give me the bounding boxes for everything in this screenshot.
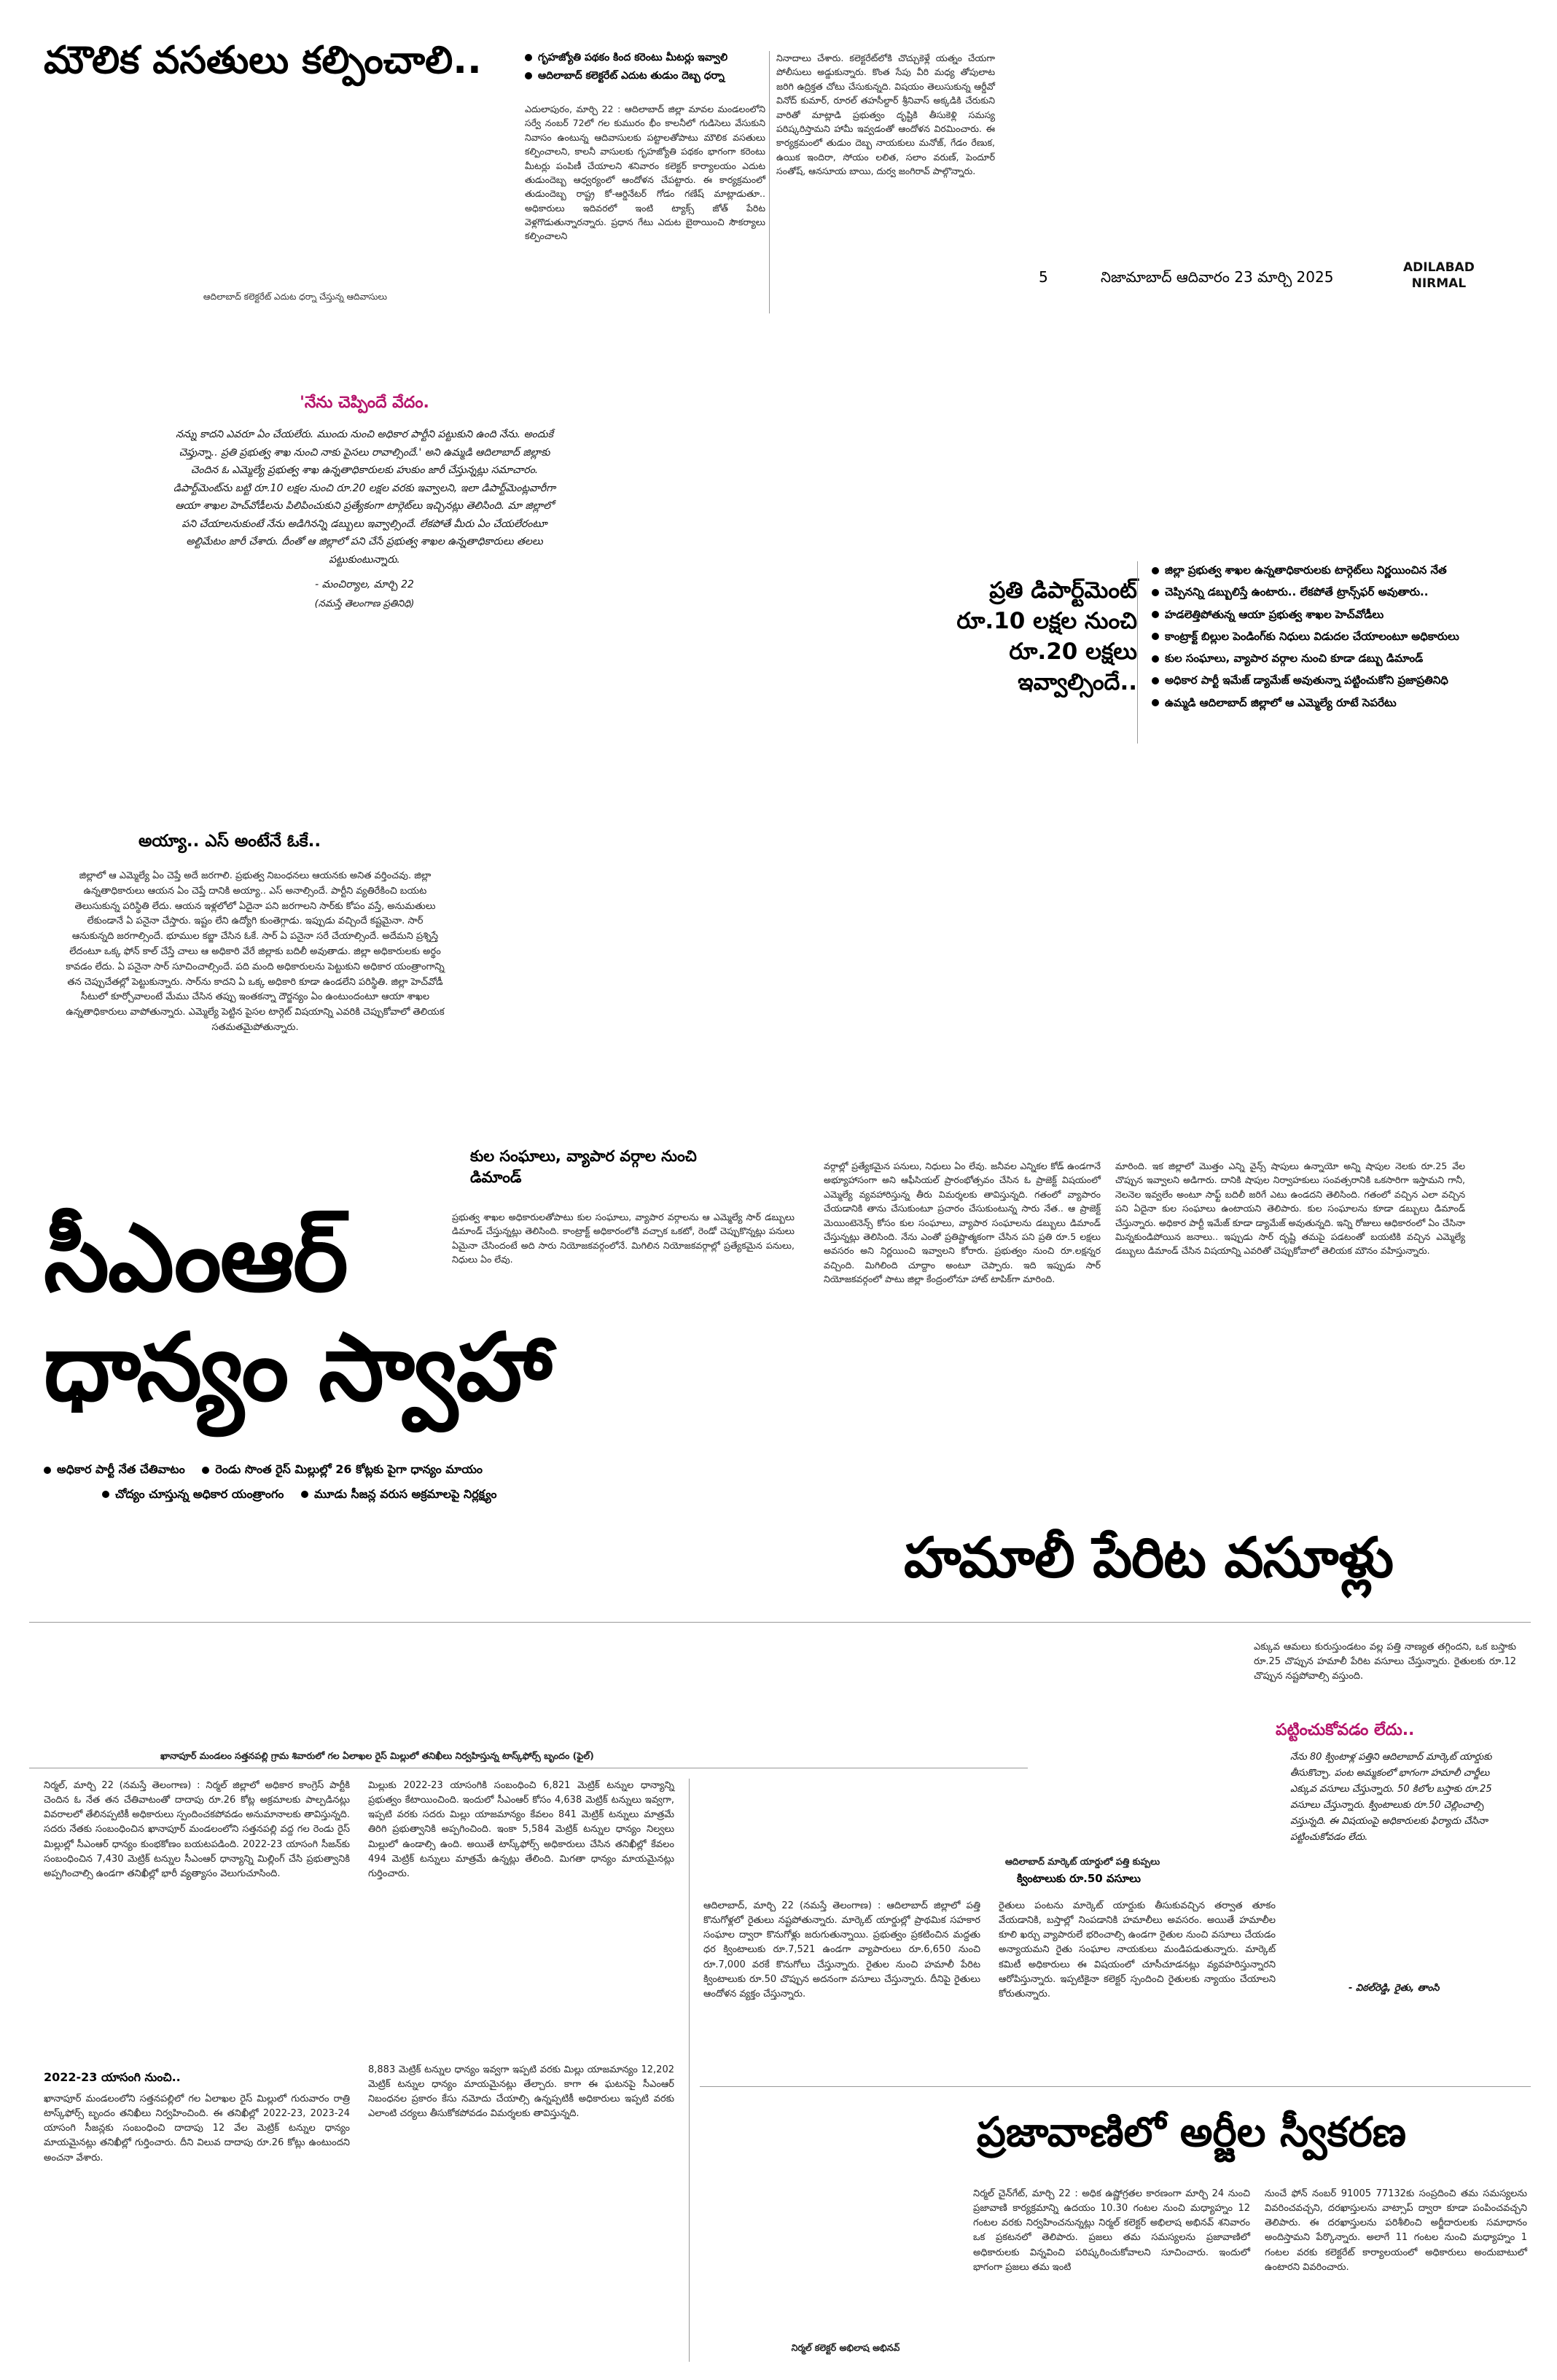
- dept-bullets: [1152, 563, 1531, 717]
- hamali-col3-top: ఎక్కువ ఆమలు కురుస్తుండటం వల్ల పత్తి నాణ్యత తగ్గిందని, ఒక బస్తాకు రూ.25 చొప్పున హమాలీ పేరిట వసూలు చేస్తున్నారు. రైతులకు రూ.12 చొప్పున నష్టపోవాల్సి వస్తుంది.: [1254, 1642, 1516, 1682]
- ayya-headline: అయ్యా.. ఎస్ అంటేనే ఓకే..: [138, 832, 321, 851]
- bullet-icon: [1152, 589, 1159, 596]
- kula-col3: మారింది. ఇక జిల్లాలో మొత్తం ఎన్ని వైన్స్ షాపులు ఉన్నాయో అన్ని షాపుల నెలకు రూ.25 వేల చొప్పున ఇవ్వాలని అడిగారు. దానికి షాపుల నిర్వాహకులు సంవత్సరానికి ఒకసారిగా ఇస్తామని గానీ, నెలనెల ఇవ్వలేం అంటూ సాఫ్ట్ బదిలీ జరిగే ఎటు ఉండదని తెలిసింది. గతంలో వచ్చిన ఎలా వచ్చిన పని ఏదైనా కుల సంఘాలు ఉంటాయని తెలిపారు. కుల సంఘాలను కూడా డబ్బులు డిమాండ్ చేస్తున్నారు. అధికార పార్టీ ఇమేజ్ కూడా డ్యామేజ్ అవుతున్నది. ఇన్ని రోజులు ఆధికారంలో ఏం చేసినా మిన్నకుండిపోయిన జనాలు.. ఇప్పుడు సార్ దృష్టి తమపై పడటంతో బయటికి వచ్చిన ఎమ్మెల్యే డబ్బులు డిమాండ్ చేసిన విషయాన్ని ఎవరితో చెప్పుకోవాలో తెలియక మౌనం వహిస్తున్నారు.: [1115, 1160, 1465, 1257]
- cmr-col1: నిర్మల్, మార్చి 22 (నమస్తే తెలంగాణ) : నిర్మల్ జిల్లాలో అధికార కాంగ్రెస్ పార్టీకి చెందిన ఓ నేత తన చేతివాటంతో దాదాపు రూ.26 కోట్ల అక్రమాలకు పాల్పడినట్లు వివరాలలో తేలినప్పటికీ అధికారులు స్పందించకపోవడం అనుమానాలకు తావిస్తున్నది. సదరు నేతకు సంబంధించిన ఖానాపూర్ మండలంలోని సత్తనపల్లి వద్ద గల రెండు రైస్ మిల్లుల్లో సీఎంఆర్ ధాన్యం కుంభకోణం బయటపడింది. 2022-23 యాసంగి సీజన్‌కు సంబంధించిన 7,430 మెట్రిక్ టన్నుల సీఎంఆర్ ధాన్యాన్ని మిల్లింగ్ చేసి ప్రభుత్వానికి అప్పగించాల్సి ఉండగా తనిఖీల్లో భారీ వ్యత్యాసం వెలుగుచూసింది.: [44, 1780, 350, 1879]
- bullet-icon: [1152, 633, 1159, 640]
- hamali-col2: రైతులు పంటను మార్కెట్ యార్డుకు తీసుకువచ్చిన తర్వాత తూకం వేయడానికి, బస్తాల్లో నింపడానికి హమాలీలు అవసరం. అయితే హమాలీల కూలి ఖర్చు వ్యాపారులే భరించాల్సి ఉండగా రైతుల నుంచి వసూలు చేయడం అన్యాయమని రైతు సంఘాల నాయకులు మండిపడుతున్నారు. మార్కెట్ కమిటీ అధికారులు ఈ విషయంలో చూసీచూడనట్లు వ్యవహరిస్తున్నారని ఆరోపిస్తున్నారు. ఇప్పటికైనా కలెక్టర్ స్పందించి రైతులకు న్యాయం చేయాలని కోరుతున్నారు.: [999, 1900, 1276, 1999]
- bullet-icon: [525, 54, 532, 61]
- cmr-bullets: [44, 1462, 773, 1502]
- cmr-col2: మిల్లుకు 2022-23 యాసంగికి సంబంధించి 6,821 మెట్రిక్ టన్నుల ధాన్యాన్ని ప్రభుత్వం కేటాయించింది. ఇందులో సీఎంఆర్ కోసం 4,638 మెట్రిక్ టన్నులు ఇవ్వగా, ఇప్పటి వరకు సదరు మిల్లు యాజమాన్యం కేవలం 841 మెట్రిక్ టన్నులు మాత్రమే తిరిగి ప్రభుత్వానికి అప్పగించింది. ఇంకా 5,584 మెట్రిక్ టన్నుల ధాన్యం నిల్వలు మిల్లులో ఉండాల్సి ఉంది. అయితే టాస్క్‌ఫోర్స్ అధికారులు చేసిన తనిఖీల్లో కేవలం 494 మెట్రిక్ టన్నులు మాత్రమే ఉన్నట్లు తేలింది. మిగతా ధాన్యం మాయమైనట్లు గుర్తించారు.: [368, 1780, 674, 1879]
- dept-headline: ప్రతి డిపార్ట్‌మెంట్ రూ.10 లక్షల నుంచి రూ.20 లక్షలు ఇవ్వాల్సిందే..: [956, 577, 1137, 695]
- hamali-photo-caption: ఆదిలాబాద్ మార్కెట్ యార్డులో పత్తి కుప్పలు: [1004, 1856, 1160, 1867]
- story1-col2: నినాదాలు చేశారు. కలెక్టరేట్‌లోకి చొచ్చుకెళ్లే యత్నం చేయగా పోలీసులు అడ్డుకున్నారు. కొంత సేపు వీరి మధ్య తోపులాట జరిగి ఉద్రిక్తత చోటు చేసుకున్నది. విషయం తెలుసుకున్న ఆర్డీవో వినోద్ కుమార్, రూరల్ తహసీల్దార్ శ్రీనివాస్ అక్కడికి చేరుకుని వారితో మాట్లాడి ప్రభుత్వం దృష్టికి తీసుకెళ్లి సమస్య పరిష్కరిస్తామని హామీ ఇవ్వడంతో ఆందోళన విరమించారు. ఈ కార్యక్రమంలో తుడుం దెబ్బ నాయకులు మనోజ్, గేడం రేణుక, ఉయిక ఇందిరా, సోయం లలిత, సలాం వరుణ్, పెందూర్ సంతోష్, ఆనసూయ బాయి, దుర్వ జంగిరావ్ పాల్గొన్నారు.: [776, 52, 995, 176]
- hamali-headline: హమాలీ పేరిట వసూళ్లు: [904, 1525, 1394, 1590]
- story1-bullet: గృహజ్యోతి పథకం కింద కరెంటు మీటర్లు ఇవ్వాలి: [538, 52, 728, 63]
- story1-photo-caption: ఆదిలాబాద్ కలెక్టరేట్ ఎదుట ధర్నా చేస్తున్న ఆదివాసులు: [203, 292, 388, 302]
- cmr-photo-caption: ఖానాపూర్ మండలం సత్తనపల్లి గ్రామ శివారులో గల ఏలాఖల రైస్ మిల్లులో తనిఖీలు నిర్వహిస్తున్న టాస్క్‌ఫోర్స్ బృందం (ఫైల్): [160, 1750, 594, 1761]
- pattincho-headline: పట్టించుకోవడం లేదు..: [1276, 1721, 1415, 1739]
- section-divider: [29, 1622, 1531, 1623]
- quote-box: [168, 394, 561, 612]
- bullet-icon: [44, 1467, 51, 1474]
- bullet-icon: [301, 1491, 308, 1498]
- cmr-headline-line2: ధాన్యం స్వాహా: [44, 1314, 551, 1422]
- ayya-body: జిల్లాలో ఆ ఎమ్మెల్యే ఏం చెప్తే అదే జరగాలి. ప్రభుత్వ నిబంధనలు ఆయనకు అనిత వర్తించవు. జిల్లా ఉన్నతాధికారులు ఆయన ఏం చెప్తే దానికి అయ్యా.. ఎస్ అనాల్సిందే. పార్టీని వ్యతిరేకించి బయట తెలుసుకున్న పరిస్థితి లేదు. ఆయన ఇళ్లలోలో ఏదైనా పని జరగాలని సార్‌కు కోపం వస్తే, అనుమతులు లేకుండానే ఏ పనైనా చేస్తారు. ఇష్టం లేని ఉద్యోగి కుంతెగ్గాడు. ఇప్పుడు వచ్చిందే కష్టమైనా. సార్ ఆనుకున్నది జరగాల్సిందే. భూముల కబ్జా చేసిన ఓకే. సార్ ఏ పనైనా సరే చేయాల్సిందే. అదేమని ప్రశ్నిస్తే లేదంటూ ఒక్క ఫోన్ కాల్ చేస్తే చాలు ఆ అధికారి వేరే జిల్లాకు బదిలీ అవుతాడు. జిల్లా అధికారులకు అర్థం కావడం లేదు. ఏ పనైనా సార్ సూచించాల్సిందే. పది మంది అధికారులను పెట్టుకుని అధికార యంత్రాంగాన్ని తన చెప్పుచేతల్లో పెట్టుకున్నారు. సార్‌ను కాదని ఏ ఒక్క అధికారి కూడా ఉండలేని పరిస్థితి. జిల్లా హెచ్‌వోడీ సీటులో కూర్చోవాలంటే మేము చేసిన తప్పు ఇంతకన్నా దౌర్జన్యం ఏం ఉంటుందంటూ ఆయా శాఖల ఉన్నతాధికారులు వాపోతున్నారు. ఎమ్మెల్యే పెట్టిన పైసల టార్గెట్ విషయాన్ని ఎవరికి చెప్పుకోవాలో తెలియక సతమతమైపోతున్నారు.: [66, 870, 445, 1033]
- bullet-icon: [1152, 677, 1159, 684]
- bullet-icon: [1152, 699, 1159, 706]
- dept-bullet: కాంట్రాక్ట్ బిల్లుల పెండింగ్‌కు నిధులు విడుదల చేయాలంటూ అధికారులు: [1165, 629, 1459, 643]
- cmr-bullet: రెండు సొంత రైస్ మిల్లుల్లో 26 కోట్లకు పైగా ధాన్యం మాయం: [215, 1462, 483, 1476]
- bullet-icon: [1152, 611, 1159, 618]
- dept-bullet: జిల్లా ప్రభుత్వ శాఖల ఉన్నతాధికారులకు టార్గెట్‌లు నిర్ణయించిన నేత: [1165, 563, 1447, 577]
- quote-title: 'నేను చెప్పిందే వేదం.: [300, 394, 429, 412]
- hamali-subhead: క్వింటాలుకు రూ.50 వసూలు: [1017, 1872, 1141, 1885]
- column-divider: [1137, 561, 1138, 744]
- dept-bullet: చెప్పినన్ని డబ్బులిస్తే ఉంటారు.. లేకపోతే ట్రాన్స్‌ఫర్ అవుతారు..: [1165, 585, 1429, 599]
- bullet-icon: [202, 1467, 209, 1474]
- bullet-icon: [525, 72, 532, 79]
- hamali-col1: ఆదిలాబాద్, మార్చి 22 (నమస్తే తెలంగాణ) : ఆదిలాబాద్ జిల్లాలో పత్తి కొనుగోళ్లలో రైతులు నష్టపోతున్నారు. మార్కెట్ యార్డుల్లో ప్రాథమిక సహకార సంఘాల ద్వారా కొనుగోళ్లు జరుగుతున్నాయి. ప్రభుత్వం ప్రకటించిన మద్దతు ధర క్వింటాలుకు రూ.7,521 ఉండగా వ్యాపారులు రూ.6,650 నుంచి రూ.7,000 వరకే కొనుగోలు చేస్తున్నారు. రైతుల నుంచి హమాలీ పేరిట క్వింటాలుకు రూ.50 చొప్పున అదనంగా వసూలు చేస్తున్నారు. దీనిపై రైతులు ఆందోళన వ్యక్తం చేస్తున్నారు.: [703, 1900, 980, 1999]
- prajavani-photo-caption: నిర్మల్ కలెక్టర్ అభిలాష అభినవ్: [791, 2342, 900, 2353]
- column-divider: [769, 51, 770, 313]
- dept-bullet: ఉమ్మడి ఆదిలాబాద్ జిల్లాలో ఆ ఎమ్మెల్యే రూటే సెపరేటు: [1165, 695, 1397, 709]
- quote-credit: (నమస్తే తెలంగాణ ప్రతినిధి): [314, 598, 415, 609]
- edition-line1: ADILABAD: [1403, 260, 1475, 275]
- edition-label: [1403, 260, 1475, 292]
- bullet-icon: [102, 1491, 109, 1498]
- dept-bullet: హడలెత్తిపోతున్న ఆయా ప్రభుత్వ శాఖల హెచ్‌వోడీలు: [1165, 607, 1384, 621]
- edition-line2: NIRMAL: [1411, 276, 1467, 292]
- kula-col1: ప్రభుత్వ శాఖల అధికారులతోపాటు కుల సంఘాలు, వ్యాపార వర్గాలను ఆ ఎమ్మెల్యే సార్ డబ్బులు డిమాండ్ చేస్తున్నట్లు తెలిసింది. కాంట్రాక్ట్ అధికారంలోకి వచ్చాక ఒకటో, రెండో చెప్పుకొన్నట్లు పనులు ఏమైనా చేసిందంటే అది సారు నియోజకవర్గంలోనే. మిగిలిన నియోజకవర్గాల్లో ప్రత్యేకమైన పనులు, నిధులు ఏం లేవు.: [452, 1212, 795, 1265]
- kula-subhead: కుల సంఘాలు, వ్యాపార వర్గాల నుంచి డిమాండ్: [470, 1147, 697, 1187]
- dept-bullet: అధికార పార్టీ ఇమేజ్ డ్యామేజ్ అవుతున్నా పట్టించుకోని ప్రజాప్రతినిధి: [1165, 674, 1448, 687]
- cmr-bullet: చోద్యం చూస్తున్న అధికార యంత్రాంగం: [115, 1486, 284, 1501]
- prajavani-headline: ప్రజావాణిలో అర్జీల స్వీకరణ: [977, 2109, 1406, 2156]
- quote-signoff: - మంచిర్యాల, మార్చి 22: [315, 579, 414, 590]
- cmr-col1b: ఖానాపూర్ మండలంలోని సత్తనపల్లిలో గల ఏలాఖల రైస్ మిల్లులో గురువారం రాత్రి టాస్క్‌ఫోర్స్ బృందం తనిఖీలు నిర్వహించింది. ఈ తనిఖీల్లో 2022-23, 2023-24 యాసంగి సీజన్లకు సంబంధించి దాదాపు 12 వేల మెట్రిక్ టన్నుల ధాన్యం మాయమైనట్లు తనిఖీల్లో గుర్తించారు. దీని విలువ దాదాపు రూ.26 కోట్లు ఉంటుందని అంచనా వేశారు.: [44, 2094, 350, 2164]
- cmr-bullet: మూడు సీజన్ల వరుస అక్రమాలపై నిర్లక్ష్యం: [314, 1486, 497, 1501]
- kula-col2: వర్గాల్లో ప్రత్యేకమైన పనులు, నిధులు ఏం లేవు. జనీవల ఎన్నికల కోడ్ ఉండగానే అభ్యూహాసంగా అని ఆఫీసియల్ ప్రారంభోత్సవం చేసిన ఓ ప్రాజెక్ట్ విషయంలో ఎమ్మెల్యే వ్యవహారిస్తున్న తీరు విమర్శలకు తావిస్తున్నది. గతంలో వ్యాపారం చేయడానికి తాను చేసుకుంటూ ప్రచారం చేసుకుంటున్న సారు నేత.. ఆ ప్రాజెక్ట్ మెయింటెనెన్స్ కోసం కుల సంఘాలు, వ్యాపార సంఘాలను డబ్బులు డిమాండ్ చేస్తున్నట్లు తెలిసింది. నేను ఎంతో ప్రతిష్టాత్మకంగా చేసిన పని ప్రతి రూ.5 లక్షలు అవసరం అని నిర్ణయించి ఇవ్వాలని కోరారు. ప్రభుత్వం నుంచి రూ.లక్షన్నర వచ్చింది. మిగిలింది చూద్దాం అంటూ చెప్పారు. ఇది ఇప్పుడు సార్ నియోజకవర్గంలో పాటు జిల్లా కేంద్రంలోనూ హాట్ టాపిక్‌గా మారింది.: [824, 1160, 1101, 1284]
- bullet-icon: [1152, 655, 1159, 663]
- story1-headline: మౌలిక వసతులు కల్పించాలి..: [44, 39, 482, 82]
- prajavani-col2: నుంచే ఫోన్ నంబర్ 91005 77132కు సంప్రదించి తమ సమస్యలను వివరించవచ్చని, దరఖాస్తులను వాట్సాప్ ద్వారా కూడా పంపించవచ్చని తెలిపారు. ఈ దరఖాస్తులను పరిశీలించి అర్జీదారులకు సమాధానం అందిస్తామని పేర్కొన్నారు. అలాగే 11 గంటల నుంచి మధ్యాహ్నం 1 గంటల వరకు కలెక్టరేట్ కార్యాలయంలో అధికారులు అందుబాటులో ఉంటారని వివరించారు.: [1265, 2188, 1527, 2273]
- story1-col1: ఎదులాపురం, మార్చి 22 : ఆదిలాబాద్ జిల్లా మావల మండలంలోని సర్వే నంబర్ 72లో గల కుమురం భీం కాలనీలో గుడిసెలు వేసుకుని నివాసం ఉంటున్న ఆదివాసులకు పట్టాలతోపాటు మౌలిక వసతులు కల్పించాలని, కాలనీ వాసులకు గృహజ్యోతి పథకం భాగంగా కరెంటు మీటర్లు పంపిణీ చేయాలని శనివారం కలెక్టర్ కార్యాలయం ఎదుట తుడుందెబ్బ ఆధ్వర్యంలో ఆందోళన చేపట్టారు. ఈ కార్యక్రమంలో తుడుందెబ్బ రాష్ట్ర కో-ఆర్డినేటర్ గోడం గణేష్ మాట్లాడుతూ.. అధికారులు ఇదివరలో ఇంటి ట్యాక్స్ జోత్ పేరిట వెళ్లగొడుతున్నారన్నారు. ప్రధాన గేటు ఎదుట బైఠాయించి సౌకర్యాలు కల్పించాలని: [525, 104, 765, 242]
- column-divider: [689, 1779, 690, 2362]
- cmr-bullet: అధికార పార్టీ నేత చేతివాటం: [57, 1462, 185, 1476]
- cmr-headline-line1: సీఎంఆర్: [44, 1204, 347, 1313]
- pattincho-body: నేను 80 క్వింటాళ్ల పత్తిని ఆదిలాబాద్ మార్కెట్ యార్డుకు తీసుకొచ్చా. పంట అమ్మకంలో భాగంగా హమాలీ చార్జీలు ఎక్కువ వసూలు చేస్తున్నారు. 50 కిలోల బస్తాకు రూ.25 వసూలు చేస్తున్నారు. క్వింటాలుకు రూ.50 చెల్లించాల్సి వస్తున్నది. ఈ విషయంపై అధికారులకు ఫిర్యాదు చేసినా పట్టించుకోవడం లేదు.: [1290, 1752, 1492, 1843]
- prajavani-col1: నిర్మల్ చైన్‌గేట్, మార్చి 22 : అధిక ఉష్ణోగ్రతల కారణంగా మార్చి 24 నుంచి ప్రజావాణి కార్యక్రమాన్ని ఉదయం 10.30 గంటల నుంచి మధ్యాహ్నం 12 గంటల వరకు నిర్వహించనున్నట్లు నిర్మల్ కలెక్టర్ అభిలాష అభినవ్ శనివారం ఒక ప్రకటనలో తెలిపారు. ప్రజలు తమ సమస్యలను ప్రజావాణిలో అధికారులకు విన్నవించి పరిష్కరించుకోవాలని సూచించారు. ఇందులో భాగంగా ప్రజలు తమ ఇంటి: [973, 2188, 1250, 2273]
- story1-bullet: ఆదిలాబాద్ కలెక్టరేట్ ఎదుట తుడుం దెబ్బ ధర్నా: [538, 69, 725, 82]
- dept-bullet: కుల సంఘాలు, వ్యాపార వర్గాల నుంచి కూడా డబ్బు డిమాండ్: [1165, 652, 1424, 665]
- cmr-subheading: 2022-23 యాసంగి నుంచి..: [44, 2070, 181, 2084]
- bullet-icon: [1152, 567, 1159, 574]
- quote-body: నన్ను కాదని ఎవరూ ఏం చేయలేరు. ముందు నుంచి అధికార పార్టీని పట్టుకుని ఉంది నేను. అందుకే చెప్తున్నా.. ప్రతి ప్రభుత్వ శాఖ నుంచి నాకు పైసలు రావాల్సిందే.' అని ఉమ్మడి ఆదిలాబాద్ జిల్లాకు చెందిన ఓ ఎమ్మెల్యే ప్రభుత్వ శాఖ ఉన్నతాధికారులకు హుకుం జారీ చేస్తున్నట్లు సమాచారం. డిపార్ట్‌మెంట్‌ను బట్టి రూ.10 లక్షల నుంచి రూ.20 లక్షల వరకు ఇవ్వాలని, ఇలా డిపార్ట్‌మెంట్లవారీగా ఆయా శాఖల హెచ్‌వోడీలను పిలిపించుకుని ప్రత్యేకంగా టార్గెట్‌లు ఇచ్చినట్లు తెలిసింది. మా జిల్లాలో పని చేయాలనుకుంటే నేను అడిగినన్ని డబ్బులు ఇవ్వాల్సిందే. లేకపోతే మీరు ఏం చేయలేరంటూ అల్టిమేటం జారీ చేశారు. దీంతో ఆ జిల్లాలో పని చేసే ప్రభుత్వ శాఖల ఉన్నతాధికారులు తలలు పట్టుకుంటున్నారు.: [173, 429, 556, 566]
- page-number: 5: [1039, 268, 1048, 286]
- date-line: నిజామాబాద్ ఆదివారం 23 మార్చి 2025: [1101, 268, 1334, 286]
- cmr-col2b: 8,883 మెట్రిక్ టన్నుల ధాన్యం ఇవ్వగా ఇప్పటి వరకు మిల్లు యాజమాన్యం 12,202 మెట్రిక్ టన్నుల ధాన్యం మాయమైనట్లు తేల్చారు. కాగా ఈ ఘటనపై సీఎంఆర్ నిబంధనల ప్రకారం కేసు నమోదు చేయాల్సి ఉన్నప్పటికీ అధికారులు ఇప్పటి వరకు ఎలాంటి చర్యలు తీసుకోకపోవడం విమర్శలకు తావిస్తున్నది.: [368, 2064, 674, 2120]
- pattincho-sign: - విఠల్‌రెడ్డి, రైతు, తాంసి: [1349, 1983, 1440, 1994]
- section-divider: [700, 2086, 1531, 2087]
